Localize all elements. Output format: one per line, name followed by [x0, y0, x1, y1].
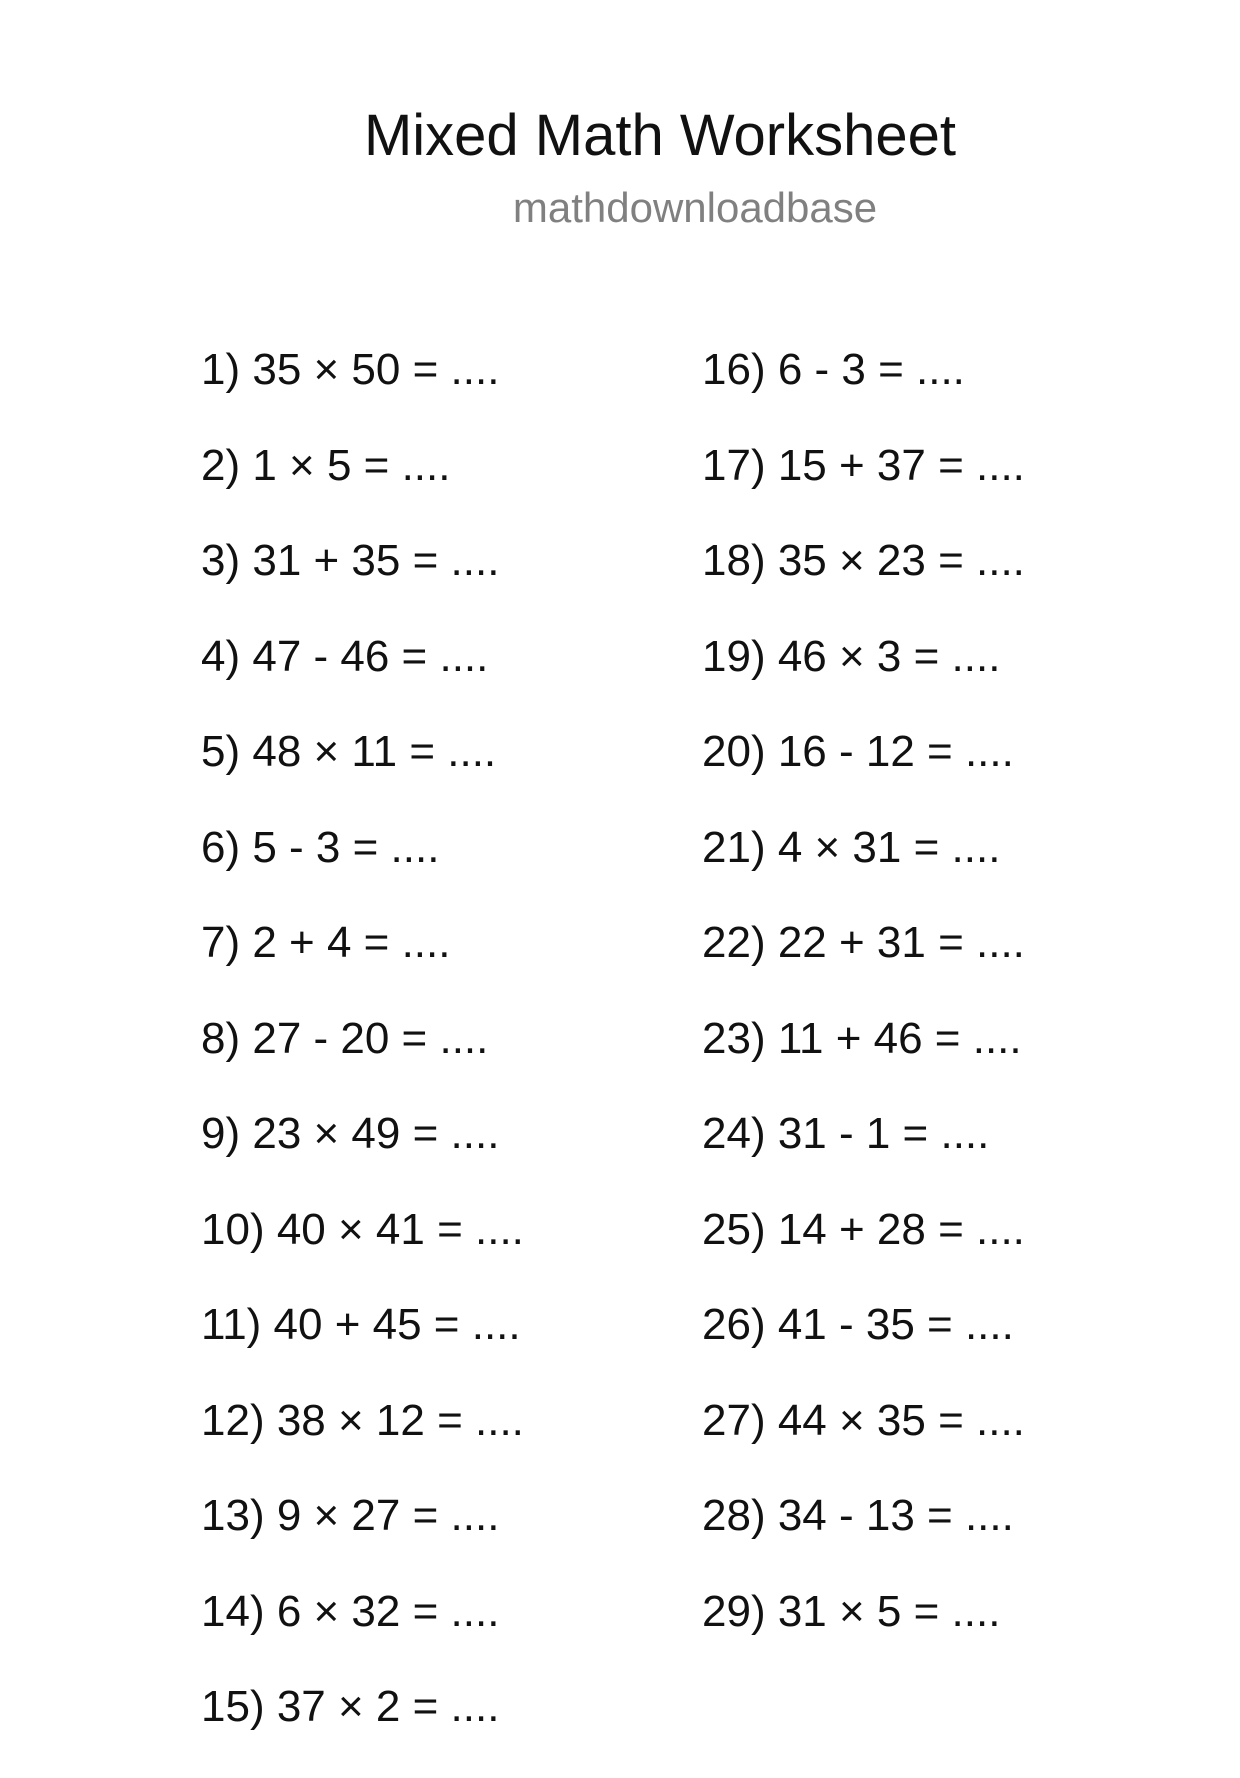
problem-item: 20) 16 - 12 = .... [702, 727, 1014, 776]
problem-item: 17) 15 + 37 = .... [702, 440, 1025, 490]
problem-item: 18) 35 × 23 = .... [702, 536, 1025, 585]
problem-item: 22) 22 + 31 = .... [702, 918, 1025, 967]
problem-item: 6) 5 - 3 = .... [201, 822, 440, 872]
problem-item: 25) 14 + 28 = .... [702, 1204, 1025, 1254]
problem-item: 29) 31 × 5 = .... [702, 1586, 1001, 1636]
page-title: Mixed Math Worksheet [363, 103, 957, 168]
problem-item: 12) 38 × 12 = .... [201, 1395, 524, 1445]
problem-item: 10) 40 × 41 = .... [201, 1204, 524, 1254]
page-subtitle: mathdownloadbase [512, 184, 878, 231]
problem-item: 7) 2 + 4 = .... [201, 918, 451, 967]
problem-item: 26) 41 - 35 = .... [702, 1300, 1014, 1349]
problem-item: 11) 40 + 45 = .... [201, 1300, 521, 1349]
problem-column-right [702, 345, 1182, 1682]
problem-item: 27) 44 × 35 = .... [702, 1395, 1025, 1445]
problem-item: 1) 35 × 50 = .... [201, 345, 500, 394]
problem-item: 3) 31 + 35 = .... [201, 536, 500, 585]
problem-item: 5) 48 × 11 = .... [201, 727, 497, 776]
problem-item: 9) 23 × 49 = .... [201, 1109, 500, 1158]
problem-item: 21) 4 × 31 = .... [702, 822, 1001, 872]
problem-item: 16) 6 - 3 = .... [702, 345, 965, 394]
problem-item: 23) 11 + 46 = .... [702, 1013, 1022, 1063]
problem-item: 19) 46 × 3 = .... [702, 631, 1001, 681]
problem-item: 8) 27 - 20 = .... [201, 1013, 489, 1063]
problem-item: 15) 37 × 2 = .... [201, 1682, 500, 1731]
problem-item: 2) 1 × 5 = .... [201, 440, 451, 490]
problem-item: 14) 6 × 32 = .... [201, 1586, 500, 1636]
problem-item: 13) 9 × 27 = .... [201, 1491, 500, 1540]
problem-column-left [201, 345, 681, 1778]
problem-item: 4) 47 - 46 = .... [201, 631, 489, 681]
problem-item: 24) 31 - 1 = .... [702, 1109, 990, 1158]
problem-item: 28) 34 - 13 = .... [702, 1491, 1014, 1540]
